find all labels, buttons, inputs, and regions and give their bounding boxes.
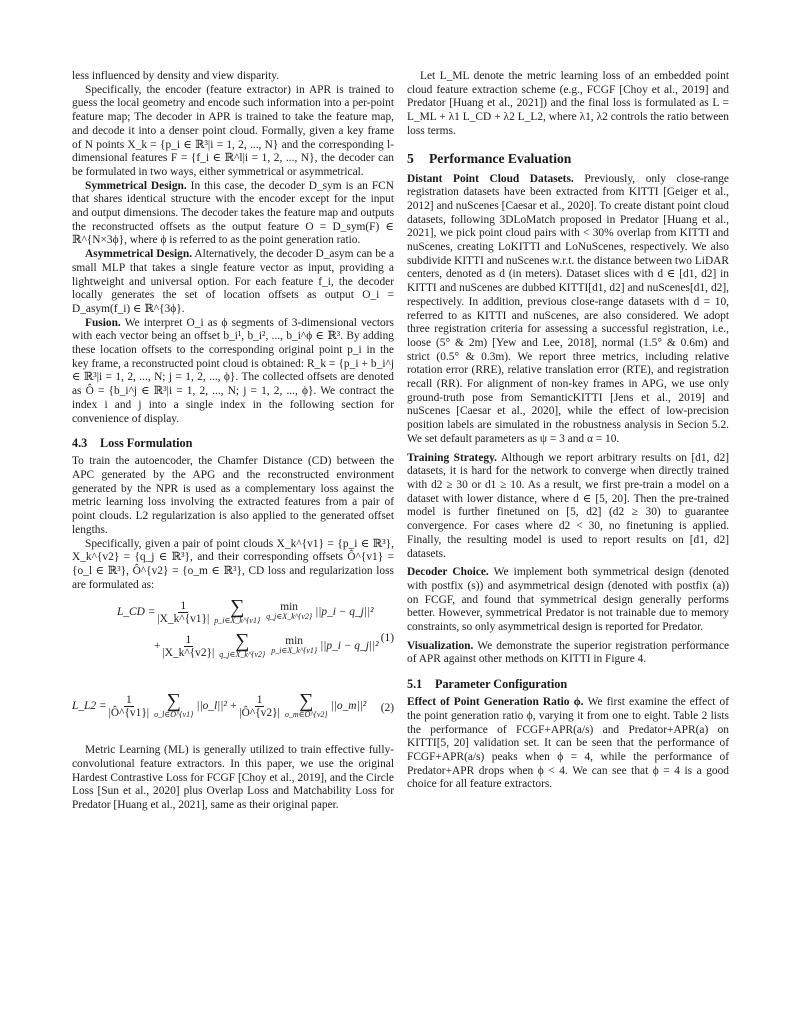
min-operator: min bbox=[280, 601, 298, 614]
section-number: 5.1 bbox=[407, 677, 423, 692]
eq1-lhs: L_CD = bbox=[117, 606, 156, 619]
eq2-sum-sub-2: o_m∈Ô^{v2} bbox=[284, 710, 328, 720]
paragraph-fusion bbox=[72, 317, 394, 427]
paragraph-let-lml: Let L_ML denote the metric learning loss of an embedded point cloud feature extraction scheme (e.g., FCGF [Choy et al., 2019] and Predator [Huang et al., 2021]) and the final loss is formulated as L = L_ML + λ1 L_CD + λ2 L_L2, where λ1, λ2 controls the ratio between loss terms. bbox=[407, 70, 729, 137]
paragraph-symmetrical-design bbox=[72, 180, 394, 249]
eq1-denominator-1: |X_k^{v1}| bbox=[157, 612, 210, 625]
section-title: Performance Evaluation bbox=[429, 150, 572, 166]
eq1-min-sub-2: p_i∈X_k^{v1} bbox=[271, 646, 318, 656]
equation-2-row bbox=[72, 692, 394, 720]
decoder-body: We implement both symmetrical design (denoted with postfix (s)) and asymmetrical design (denoted with postfix (a)) on FCGF, and found that symmetrical design generally performs better. However, symmetrical Predator is not trainable due to memory constraints, so only asymmetrical design is reported for Predator. bbox=[407, 566, 729, 634]
eq1-min-1 bbox=[266, 602, 312, 622]
eq1-min-sub-1: q_j∈X_k^{v2} bbox=[266, 612, 313, 622]
eq2-numerator-2: 1 bbox=[256, 693, 263, 706]
training-body: Although we report arbitrary results on [d1, d2] datasets, it is hard for the network to converge when directly trained with d2 ≥ 30 or d1 ≥ 10. As a result, we first pre-train a model on a dataset with lower distance, where d ∈ [5, 20]. Then the pre-trained model is further finetuned on [5, d2] (d2 ≥ 30) to guarantee convergence. For cases where d2 < 30, no finetuning is applied. Finally, the resulting model is used to report results on [d1, d2] datasets. bbox=[407, 451, 729, 560]
section-heading-5 bbox=[407, 151, 729, 167]
eq2-frac-2 bbox=[239, 694, 279, 719]
equation-number-2: (2) bbox=[380, 702, 394, 715]
right-column bbox=[407, 70, 729, 792]
paragraph-loss-specifically: Specifically, given a pair of point clouds X_k^{v1} = {p_i ∈ ℝ³}, X_k^{v2} = {q_j ∈ ℝ³}, and their corresponding offsets Ô^{v1} = {o_l ∈ ℝ³}, Ô^{v2} = {o_m ∈ ℝ³}, CD loss and regularization loss are formulated as: bbox=[72, 537, 394, 591]
eq2-sum-1 bbox=[154, 692, 193, 720]
eq2-sum-2 bbox=[285, 692, 328, 720]
left-column bbox=[72, 70, 394, 813]
eq1-frac-2 bbox=[162, 634, 214, 659]
visualization-body: We demonstrate the superior registration performance of APR against other methods on KITTI in Figure 4. bbox=[407, 639, 729, 666]
paragraph-asymmetrical-design bbox=[72, 248, 394, 317]
run-in-heading-symmetrical: Symmetrical Design. bbox=[85, 179, 187, 192]
sum-symbol-4: ∑ bbox=[299, 690, 314, 713]
sum-symbol-2: ∑ bbox=[235, 630, 250, 653]
paragraph-specifically: Specifically, the encoder (feature extractor) in APR is trained to guess the local geometry and encode such information into a per-point feature map; The decoder in APR is trained to take the feature map, and decode it into a denser point cloud. Formally, given a key frame of N points X_k = {p_i ∈ ℝ³|i = 1, 2, ..., N} and the corresponding l-dimensional features F = {f_i ∈ ℝ^l|i = 1, 2, ..., N}, the decoder can be formulated in two ways, either symmetrical or asymmetrical. bbox=[72, 83, 394, 178]
equation-2 bbox=[72, 692, 394, 738]
eq1-term-1: ||p_i − q_j||² bbox=[315, 606, 374, 619]
min-operator-2: min bbox=[285, 635, 304, 648]
effect-body: We first examine the effect of the point generation ratio ϕ, varying it from one to eight. Table 2 lists the performance of FCGF+APR(a/s) and Predator+APR(a) on KITTI[5, 20] validation set. It can be seen that the performance of FCGF+APR(a/s) peaks when ϕ = 4, while the performance of Predator+APR drops when ϕ < 4. We can see that ϕ = 4 is a good choice for all feature extractors. bbox=[407, 696, 729, 791]
eq1-numerator: 1 bbox=[180, 599, 187, 612]
paragraph-loss-intro: To train the autoencoder, the Chamfer Distance (CD) between the APC generated by the APG and the reconstructed environment generated by the NPR is used as a complementary loss against the metric learning loss involving the extracted features from a pair of point clouds. L2 regularization is also applied to the generated offset lengths. bbox=[72, 455, 394, 536]
eq1-frac-1 bbox=[157, 600, 209, 625]
eq2-lhs: L_L2 = bbox=[72, 700, 107, 713]
sum-symbol-3: ∑ bbox=[166, 690, 181, 713]
paragraph-point-generation-ratio bbox=[407, 696, 729, 792]
eq2-denominator-2: |Ô^{v2}| bbox=[239, 706, 280, 719]
run-in-heading-training: Training Strategy. bbox=[407, 451, 497, 464]
symmetrical-body: In this case, the decoder D_sym is an FCN that shares identical structure with the encoder except for the input and output dimensions. The decoder takes the feature map and outputs the reconstructed offsets as the output feature O = D_sym(F) ∈ ℝ^{N×3ϕ}, where ϕ is referred to as the point generation ratio. bbox=[72, 179, 394, 247]
section-heading-5-1 bbox=[407, 677, 729, 692]
eq2-denominator-1: |Ô^{v1}| bbox=[108, 706, 150, 719]
run-in-heading-asymmetrical: Asymmetrical Design. bbox=[85, 248, 193, 261]
eq1-sum-sub-2: q_j∈X_k^{v2} bbox=[219, 650, 266, 660]
run-in-heading-distant: Distant Point Cloud Datasets. bbox=[407, 172, 574, 185]
paragraph-intro: less influenced by density and view disparity. bbox=[72, 70, 280, 82]
eq1-term-2: ||p_i − q_j||² bbox=[320, 640, 379, 653]
equation-1-row-2 bbox=[154, 632, 394, 660]
run-in-heading-fusion: Fusion. bbox=[85, 316, 121, 329]
paragraph-training-strategy bbox=[407, 452, 729, 562]
eq2-term-1: ||o_l||² + bbox=[196, 700, 238, 713]
paragraph-visualization bbox=[407, 640, 729, 667]
eq2-frac-1 bbox=[109, 694, 149, 719]
eq1-min-2 bbox=[271, 636, 317, 656]
section-title: Parameter Configuration bbox=[435, 677, 568, 692]
eq2-term-2: ||o_m||² bbox=[330, 700, 367, 713]
paragraph-distant-datasets bbox=[407, 173, 729, 447]
eq2-sum-sub-1: o_l∈Ô^{v1} bbox=[154, 710, 194, 720]
paragraph-decoder-choice bbox=[407, 566, 729, 635]
equation-1 bbox=[72, 598, 394, 684]
equation-1-row-1 bbox=[117, 598, 394, 626]
eq1-denominator-2: |X_k^{v2}| bbox=[162, 646, 215, 659]
distant-body: Previously, only close-range registration datasets have been extracted from KITTI [Geiger et al., 2012] and nuScenes [Caesar et al., 2020]. To create distant point cloud datasets, following 3DLoMatch proposed in Predator [Huang et al., 2021], we pick point cloud pairs with < 30% overlap from KITTI and nuScenes, creating LoKITTI and LoNuScenes, respectively. We also subdivide KITTI and nuScenes w.r.t. the distance between two LiDAR centers, denoted as d (in meters). Dataset slices with d ∈ [d1, d2] in KITTI and nuScenes are dubbed KITTI[d1, d2] and nuScenes[d1, d2], respectively. In addition, previous close-range datasets with d = 10, referred to as KITTI and nuScenes, are also considered. We adopt three registration criteria for assessing a successful registration, i.e., loose (5° & 2m) [Yew and Lee, 2018], normal (1.5° & 0.6m) and strict (0.5° & 0.3m). We report three metrics, including relative rotation error (RRE), relative translation error (RTE), and registration recall (RR). For alignment of non-key frames in APG, we use only ground-truth pose from SemanticKITTI [Jens et al., 2019] and nuScenes [Caesar et al., 2020], while the effect of low-precision position labels are simulated in the robustness analysis in Secion 5.2. We set default parameters as ψ = 3 and α = 10. bbox=[407, 172, 729, 445]
section-number: 4.3 bbox=[72, 436, 88, 451]
fusion-body: We interpret O_i as ϕ segments of 3-dimensional vectors with each vector being an offset b_i¹, b_i², ..., b_i^ϕ ∈ ℝ³. By adding these location offsets to the corresponding original point p_i in the key frame, a reconstructed point cloud is obtained: R_k = {p_i + b_i^j ∈ ℝ³|i = 1, 2, ..., N; j = 1, 2, ..., ϕ}. The collected offsets are denoted as Ô = {b_i^j ∈ ℝ³|i = 1, 2, ..., N; j = 1, 2, ..., ϕ}. We contract the index i and j into a single index in the following section for convenience of display. bbox=[72, 316, 394, 425]
section-number: 5 bbox=[407, 150, 414, 166]
asymmetrical-body: Alternatively, the decoder D_asym can be a small MLP that takes a single feature vector as input, providing a lightweight and universal option. For each feature f_i, the decoder locally generates the set of location offsets as output O_i = D_asym(f_i) ∈ ℝ^{3ϕ}. bbox=[72, 248, 395, 315]
section-title: Loss Formulation bbox=[100, 436, 193, 451]
run-in-heading-visualization: Visualization. bbox=[407, 639, 474, 652]
paragraph-metric-learning: Metric Learning (ML) is generally utilized to train effective fully-convolutional feature extractors. In this paper, we use the original Hardest Contrastive Loss for FCGF [Choy et al., 2019], and the Circle Loss [Sun et al., 2020] plus Overlap Loss and Matchability Loss for Predator [Huang et al., 2021], same as their original paper. bbox=[72, 744, 394, 812]
eq2-numerator-1: 1 bbox=[125, 693, 132, 706]
eq1-sum-1 bbox=[214, 598, 260, 626]
equation-number-1: (1) bbox=[380, 632, 394, 645]
section-heading-4-3 bbox=[72, 436, 394, 451]
eq1-sum-2 bbox=[219, 632, 265, 660]
run-in-heading-effect: Effect of Point Generation Ratio ϕ. bbox=[407, 696, 584, 709]
eq1-plus: + bbox=[154, 640, 161, 653]
eq1-sum-sub-1: p_i∈X_k^{v1} bbox=[214, 616, 261, 626]
run-in-heading-decoder: Decoder Choice. bbox=[407, 566, 489, 579]
eq1-numerator-2: 1 bbox=[185, 633, 192, 646]
sum-symbol: ∑ bbox=[230, 596, 245, 619]
